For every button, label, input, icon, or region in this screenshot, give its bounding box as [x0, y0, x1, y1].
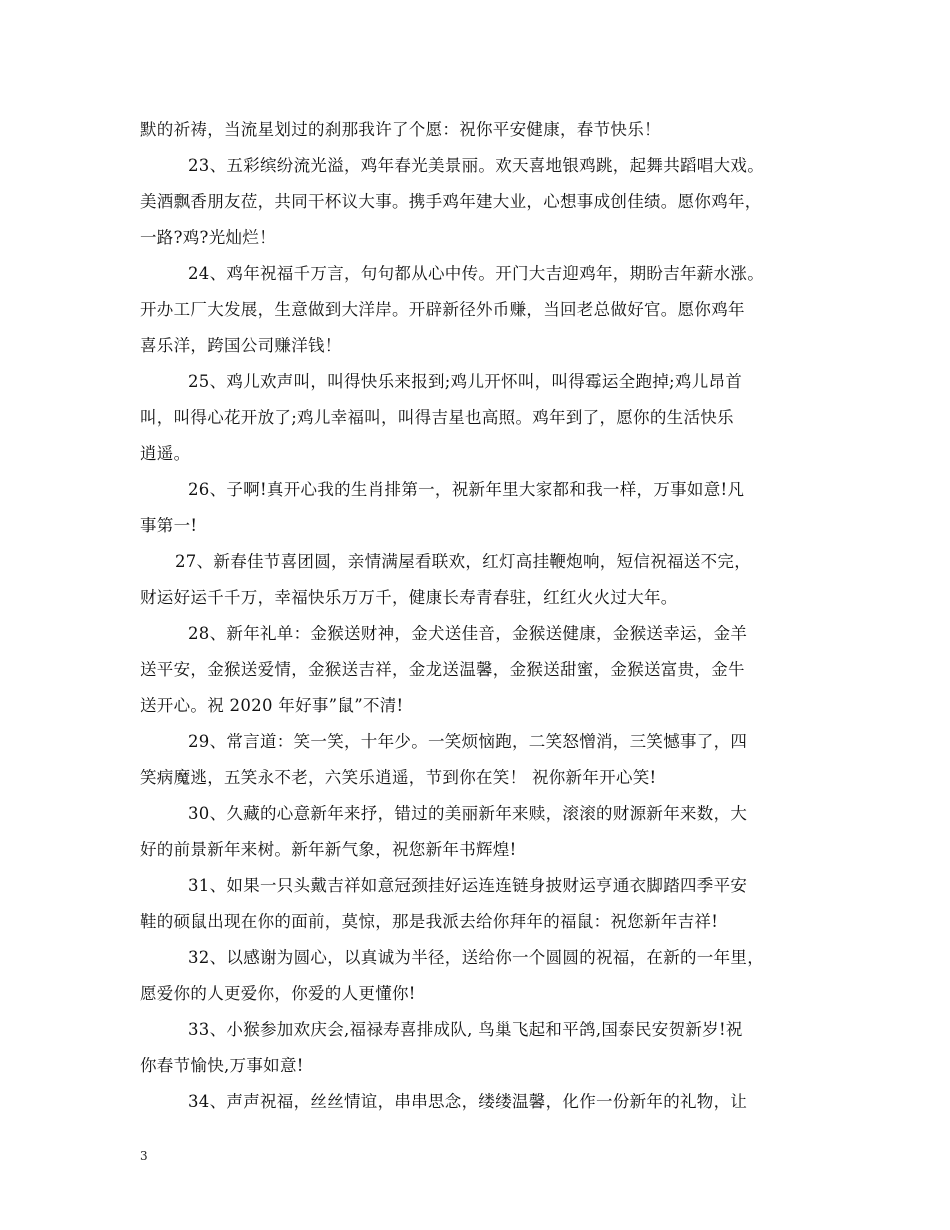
text-line: 美酒飘香朋友莅，共同干杯议大事。携手鸡年建大业，心想事成创佳绩。愿你鸡年，	[140, 192, 762, 211]
text-line: 喜乐洋，跨国公司赚洋钱！	[140, 336, 342, 355]
text-line: 财运好运千千万，幸福快乐万万千，健康长寿青春驻，红红火火过大年。	[140, 588, 678, 607]
text-line: 愿爱你的人更爱你，你爱的人更懂你!	[140, 984, 416, 1003]
text-line: 23、五彩缤纷流光溢，鸡年春光美景丽。欢天喜地银鸡跳，起舞共蹈唱大戏。	[188, 156, 764, 175]
text-line: 30、久藏的心意新年来抒，错过的美丽新年来赎，滚滚的财源新年来数，大	[188, 804, 748, 823]
text-line: 送开心。祝 2020 年好事”鼠”不清!	[140, 696, 404, 715]
text-line: 送平安，金猴送爱情，金猴送吉祥，金龙送温馨，金猴送甜蜜，金猴送富贵，金牛	[140, 660, 745, 679]
text-line: 29、常言道：笑一笑，十年少。一笑烦恼跑，二笑怒憎消，三笑憾事了，四	[188, 732, 748, 751]
text-line: 一路?鸡?光灿烂！	[140, 228, 276, 247]
text-line: 事第一!	[140, 516, 198, 535]
text-line: 25、鸡儿欢声叫，叫得快乐来报到;鸡儿开怀叫，叫得霉运全跑掉;鸡儿昂首	[188, 372, 743, 391]
text-line: 开办工厂大发展，生意做到大洋岸。开辟新径外币赚，当回老总做好官。愿你鸡年	[140, 300, 745, 319]
text-line: 你春节愉快,万事如意!	[140, 1056, 304, 1075]
text-line: 好的前景新年来树。新年新气象，祝您新年书辉煌!	[140, 840, 517, 859]
text-line: 32、以感谢为圆心，以真诚为半径，送给你一个圆圆的祝福，在新的一年里，	[188, 948, 764, 967]
text-line: 鞋的硕鼠出现在你的面前，莫惊，那是我派去给你拜年的福鼠：祝您新年吉祥!	[140, 912, 719, 931]
text-line: 默的祈祷，当流星划过的刹那我许了个愿：祝你平安健康，春节快乐！	[140, 120, 661, 139]
page-number: 3	[140, 1149, 148, 1163]
text-line: 叫，叫得心花开放了;鸡儿幸福叫，叫得吉星也高照。鸡年到了，愿你的生活快乐	[140, 408, 734, 427]
text-line: 26、子啊!真开心我的生肖排第一，祝新年里大家都和我一样，万事如意!凡	[188, 480, 745, 499]
text-line: 27、新春佳节喜团圆，亲情满屋看联欢，红灯高挂鞭炮响，短信祝福送不完，	[175, 552, 751, 571]
text-line: 28、新年礼单：金猴送财神，金犬送佳音，金猴送健康，金猴送幸运，金羊	[188, 624, 748, 643]
text-line: 34、声声祝福，丝丝情谊，串串思念，缕缕温馨，化作一份新年的礼物，让	[188, 1092, 748, 1111]
text-line: 33、小猴参加欢庆会,福禄寿喜排成队, 鸟巢飞起和平鸽,国泰民安贺新岁!祝	[188, 1020, 743, 1039]
text-line: 31、如果一只头戴吉祥如意冠颈挂好运连连链身披财运亨通衣脚踏四季平安	[188, 876, 748, 895]
text-line: 笑病魔逃，五笑永不老，六笑乐逍遥，节到你在笑！ 祝你新年开心笑!	[140, 768, 657, 787]
text-line: 逍遥。	[140, 444, 191, 463]
text-line: 24、鸡年祝福千万言，句句都从心中传。开门大吉迎鸡年，期盼吉年薪水涨。	[188, 264, 764, 283]
